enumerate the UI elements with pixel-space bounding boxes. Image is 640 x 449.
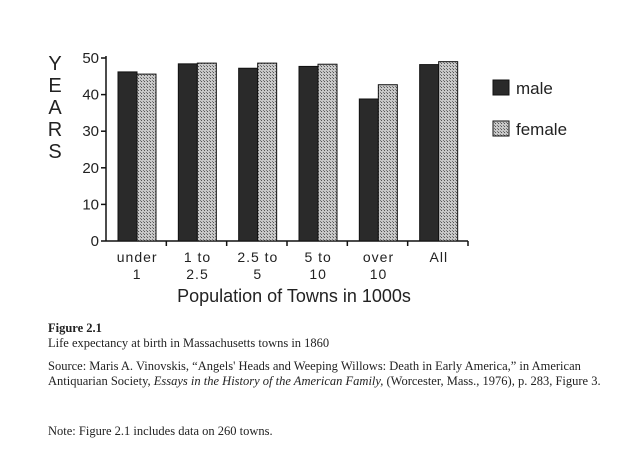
figure-note: Note: Figure 2.1 includes data on 260 towns. (48, 424, 273, 438)
legend-swatch-female (493, 121, 509, 136)
y-axis-title-letter: S (48, 141, 62, 163)
x-axis-title: Population of Towns in 1000s (177, 286, 411, 306)
bar-male (359, 99, 378, 241)
bar-female (258, 63, 277, 241)
x-category-label: 2.5 to 5 (237, 249, 279, 282)
y-axis-title-letter: Y (48, 53, 62, 75)
bar-female (439, 62, 458, 241)
y-axis-title-letter: E (48, 75, 62, 97)
bar-female (137, 74, 156, 241)
figure-source (48, 359, 628, 389)
figure-caption: Life expectancy at birth in Massachusetts towns in 1860 (48, 336, 330, 350)
y-axis-title-letter: A (48, 97, 62, 119)
category-labels (117, 249, 448, 282)
bar-male (178, 64, 197, 241)
legend (493, 79, 567, 139)
y-tick-label: 40 (82, 86, 99, 104)
bar-male (239, 68, 258, 241)
bar-male (299, 66, 318, 241)
x-category-label: under 1 (116, 249, 158, 282)
bar-male (420, 65, 439, 241)
y-tick-label: 30 (82, 123, 99, 141)
y-tick-label: 10 (82, 196, 99, 214)
source-prefix: Source: Maris A. Vinovskis, “Angels' Heads and Weeping Willows: Death in Early America,” in American Antiquarian Society, (48, 359, 581, 388)
bars (118, 62, 458, 241)
x-category-label: All (429, 249, 449, 265)
bar-female (197, 63, 216, 241)
x-category-label: 5 to 10 (304, 249, 332, 282)
y-axis-title (48, 53, 63, 163)
x-category-label: 1 to 2.5 (183, 249, 212, 282)
y-tick-label: 50 (82, 50, 99, 67)
y-axis-title-letter: R (47, 119, 63, 141)
bar-male (118, 72, 137, 241)
y-tick-label: 0 (90, 233, 99, 250)
figure-number: Figure 2.1 (48, 321, 102, 335)
legend-swatch-male (493, 80, 509, 95)
bar-female (318, 64, 337, 241)
bar-female (378, 85, 397, 241)
x-category-label: over 10 (362, 249, 395, 282)
source-suffix: (Worcester, Mass., 1976), p. 283, Figure 3. (383, 374, 601, 388)
source-book-title: Essays in the History of the American Family, (153, 374, 384, 388)
y-tick-label: 20 (82, 159, 99, 177)
legend-label-male: male (516, 79, 553, 98)
legend-label-female: female (516, 120, 568, 139)
